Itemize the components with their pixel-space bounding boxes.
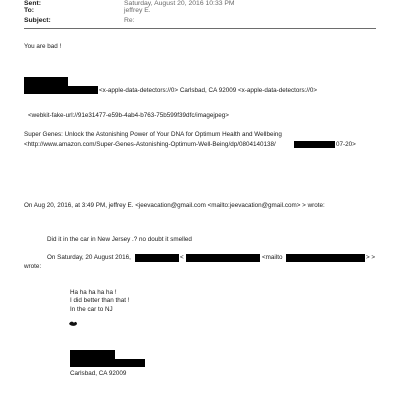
to-label: To:	[24, 7, 35, 14]
redaction-block	[70, 359, 145, 367]
book-url-end: 07-20>	[336, 141, 356, 148]
sent-label: Sent:	[24, 0, 41, 7]
quote1-intro-mailto: <mailto	[262, 254, 283, 261]
quote1-intro-end: > >	[366, 254, 376, 261]
webkit-url: <webkit-fake-url://91e31477-e59b-4ab4-b763-75b599f39dfc/imagejpeg>	[28, 112, 229, 119]
redaction-block	[186, 254, 260, 262]
quote-intro: On Aug 20, 2016, at 3:49 PM, jeffrey E. <jeevacation@gmail.com <mailto:jeevacation@gmail.com> > wrote:	[24, 202, 325, 209]
redaction-block	[294, 141, 335, 148]
quote2-line-3: In the car to NJ	[70, 306, 113, 313]
to-value: jeffrey E.	[124, 7, 151, 14]
subject-label: Subject:	[24, 17, 51, 24]
quote1-intro-lt: <	[180, 254, 184, 261]
signature-address: <x-apple-data-detectors://0> Carlsbad, CA 92009 <x-apple-data-detectors://0>	[99, 87, 318, 94]
footer-address: Carlsbad, CA 92009	[70, 370, 127, 377]
redaction-block	[135, 254, 179, 262]
redaction-block	[24, 86, 98, 94]
sent-value: Saturday, August 20, 2016 10:33 PM	[124, 0, 235, 7]
redaction-block	[24, 77, 68, 86]
redaction-block	[70, 350, 115, 359]
quote2-line-2: I did better than that !	[70, 297, 130, 304]
quote1-intro-start: On Saturday, 20 August 2016,	[47, 254, 131, 261]
body-line-1: You are bad !	[24, 43, 62, 50]
quote1-line-1: Did it in the car in New Jersey .? no doubt it smelled	[47, 236, 192, 243]
subject-value: Re:	[124, 17, 135, 24]
quote2-line-1: Ha ha ha ha ha !	[70, 289, 117, 296]
header-separator	[24, 28, 376, 29]
book-url-start: <http://www.amazon.com/Super-Genes-Astonishing-Optimum-Well-Being/dp/0804140138/	[24, 141, 276, 148]
emoji-fragment-icon	[68, 320, 78, 327]
redaction-block	[286, 254, 365, 262]
book-title: Super Genes: Unlock the Astonishing Power of Your DNA for Optimum Health and Wellbeing	[24, 131, 282, 138]
quote1-wrote: wrote:	[24, 263, 42, 270]
